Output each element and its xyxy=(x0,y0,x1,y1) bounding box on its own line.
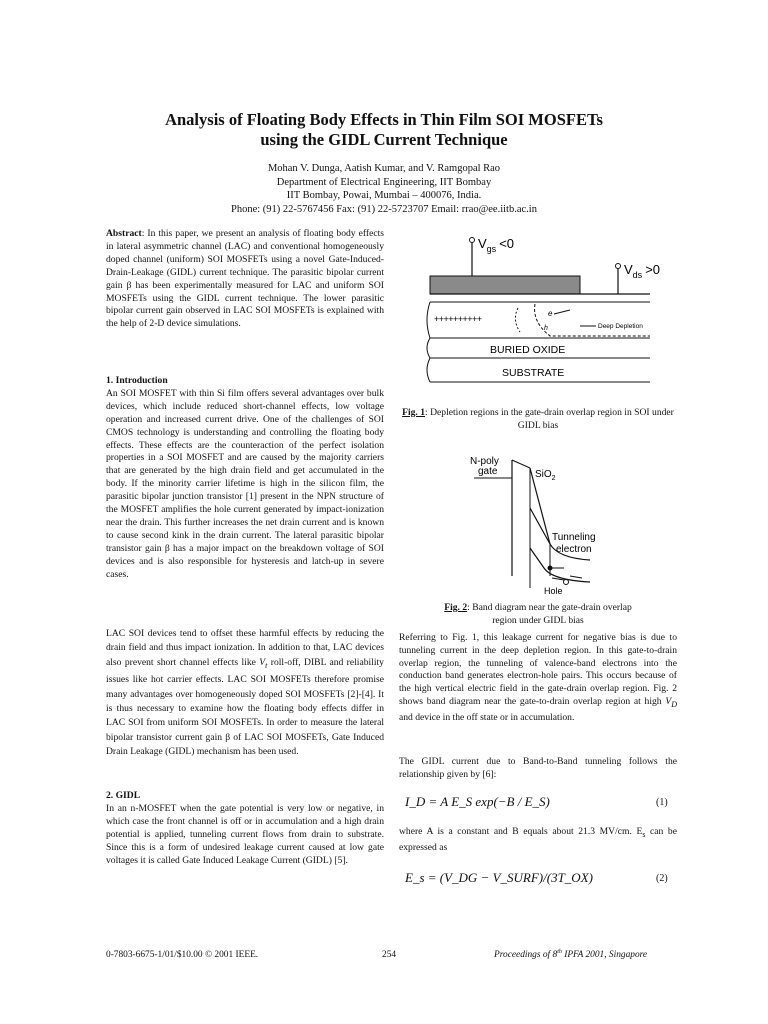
svg-text:electron: electron xyxy=(556,544,592,555)
figure-1-diagram xyxy=(420,230,680,395)
figure-1-caption: Fig. 1: Depletion regions in the gate-drain overlap region in SOI under GIDL bias xyxy=(402,407,674,431)
author-address: IIT Bombay, Powai, Mumbai – 400076, India. xyxy=(286,190,482,201)
equation-1-number: (1) xyxy=(656,797,668,808)
sio2-label: SiO$_2$ xyxy=(535,469,556,482)
author-block xyxy=(0,162,768,216)
gidl-paragraph: In an n-MOSFET when the gate potential is very low or negative, in which case the front channel is off or in accumulation and a high drain potential is applied, tunneling current flows from drain to substrate. Since this is a form of undesired leakage current caused at low gate voltages it is called Gate Induced Leakage Current (GIDL) [5]. xyxy=(106,802,384,866)
gidl-section xyxy=(106,790,384,867)
electron-label: e xyxy=(548,309,553,318)
title-line-2: using the GIDL Current Technique xyxy=(260,130,508,149)
hole-label: h xyxy=(544,325,548,332)
right-paragraph-2: The GIDL current due to Band-to-Band tunneling follows the relationship given by [6]: xyxy=(399,756,677,780)
title-line-1: Analysis of Floating Body Effects in Thin Film SOI MOSFETs xyxy=(165,110,603,129)
figure-2-diagram xyxy=(440,448,660,598)
hole-label: Hole xyxy=(544,586,563,596)
intro-paragraph-2-block xyxy=(106,627,384,760)
intro-heading: 1. Introduction xyxy=(106,375,168,386)
footer-copyright: 0-7803-6675-1/01/$10.00 © 2001 IEEE. xyxy=(106,950,259,960)
deep-depletion-label: Deep Depletion xyxy=(598,323,643,330)
abstract-label: Abstract xyxy=(106,228,142,239)
paper-title xyxy=(0,110,768,150)
intro-paragraph-2: LAC SOI devices tend to offset these harmful effects by reducing the drain field and thus impact ionization. In addition to that, LAC devices also prevent short channel effects like $V_t$ roll-off, DIBL and reliability issues like hot carrier effects. LAC SOI MOSFETs therefore promise many advantages over homogeneously doped SOI MOSFETs [2]-[4]. It is thus necessary to examine how the floating body effects differ in LAC SOI from uniform SOI MOSFETs. In order to measure the lateral bipolar transistor current gain β of LAC SOI MOSFETs, Gate Induced Drain Leakage (GIDL) mechanism has been used. xyxy=(106,628,384,758)
footer-proceedings: Proceedings of 8th IPFA 2001, Singapore xyxy=(494,949,648,961)
vt-symbol: $V_t$ xyxy=(259,656,268,670)
accumulated-holes: ++++++++++ xyxy=(434,314,482,324)
equation-1: I_D = A E_S exp(−B / E_S) xyxy=(405,794,550,809)
drain-terminal xyxy=(616,264,621,269)
substrate-label: SUBSTRATE xyxy=(502,367,565,379)
npoly-label: N-poly xyxy=(470,456,499,467)
right-paragraph-1: Referring to Fig. 1, this leakage current for negative bias is due to tunneling current in the deep depletion region. In this gate-to-drain overlap region, the tunneling of valence-band electrons into the conduction band generates electron-hole pairs. This occurs because of the high vertical electric field in the gate-drain overlap region. Fig. 2 shows band diagram near the gate-to-drain overlap region at high $V_D$ and device in the off state or in accumulation. xyxy=(399,632,677,723)
buried-oxide-label: BURIED OXIDE xyxy=(490,344,566,356)
vgs-label: $V_{gs} <0$ xyxy=(478,236,515,254)
gidl-heading: 2. GIDL xyxy=(106,790,141,801)
right-paragraph-3: where A is a constant and B equals about 21.3 MV/cm. $E_s$ can be expressed as xyxy=(399,826,677,853)
vd-symbol: $V_D$ xyxy=(665,695,677,709)
svg-text:gate: gate xyxy=(478,466,498,477)
author-names: Mohan V. Dunga, Aatish Kumar, and V. Ramgopal Rao xyxy=(267,163,501,174)
author-dept: Department of Electrical Engineering, IIT Bombay xyxy=(276,176,492,188)
gate-terminal xyxy=(470,238,475,243)
equation-2-number: (2) xyxy=(656,873,668,884)
abstract-text: : In this paper, we present an analysis of floating body effects in lateral asymmetric channel (LAC) and conventional homogeneously doped channel (uniform) SOI MOSFETs using a novel Gate-Induced-Drain-Leakage (GIDL) current technique. The parasitic bipolar current gain β has been experimentally measured for LAC and uniform SOI MOSFETs using the GIDL current technique. The lower parasitic bipolar current gain observed in LAC SOI MOSFETs is explained with the help of 2-D device simulations. xyxy=(106,228,384,330)
figure-2-caption: Fig. 2: Band diagram near the gate-drain overlap region under GIDL bias xyxy=(444,602,632,626)
vds-label: $V_{ds} >0$ xyxy=(624,262,661,280)
equation-2: E_s = (V_DG − V_SURF)/(3T_OX) xyxy=(405,870,593,885)
abstract xyxy=(106,228,384,331)
author-contact: Phone: (91) 22-5767456 Fax: (91) 22-5723707 Email: rrao@ee.iitb.ac.in xyxy=(231,203,537,215)
page-number: 254 xyxy=(382,950,397,960)
intro-paragraph-1: An SOI MOSFET with thin Si film offers several advantages over bulk devices, which include reduced short-channel effects, low voltage operation and increased current drive. One of the challenges of SOI CMOS technology is understanding and controlling the floating body effects. These effects are the counteraction of the perfect isolation properties in a SOI MOSFET and are caused by the majority carriers that are generated by the high drain field and get accumulated in the body. If the minority carrier lifetime is high in the silicon film, the parasitic bipolar junction transistor [1] present in the NPN structure of the MOSFET amplifies the hole current generated by impact-ionization near the drain. This further increases the net drain current and is known to cause second kink in the drain current. The lateral parasitic bipolar transistor gain β has a major impact on the breakdown voltage of SOI devices and is also responsible for hysteresis and latch-up in severe cases. xyxy=(106,387,384,580)
introduction-section xyxy=(106,375,384,582)
tunneling-electron-dot xyxy=(548,566,553,571)
gate-poly xyxy=(430,276,580,294)
tunneling-label: Tunneling xyxy=(552,532,596,543)
